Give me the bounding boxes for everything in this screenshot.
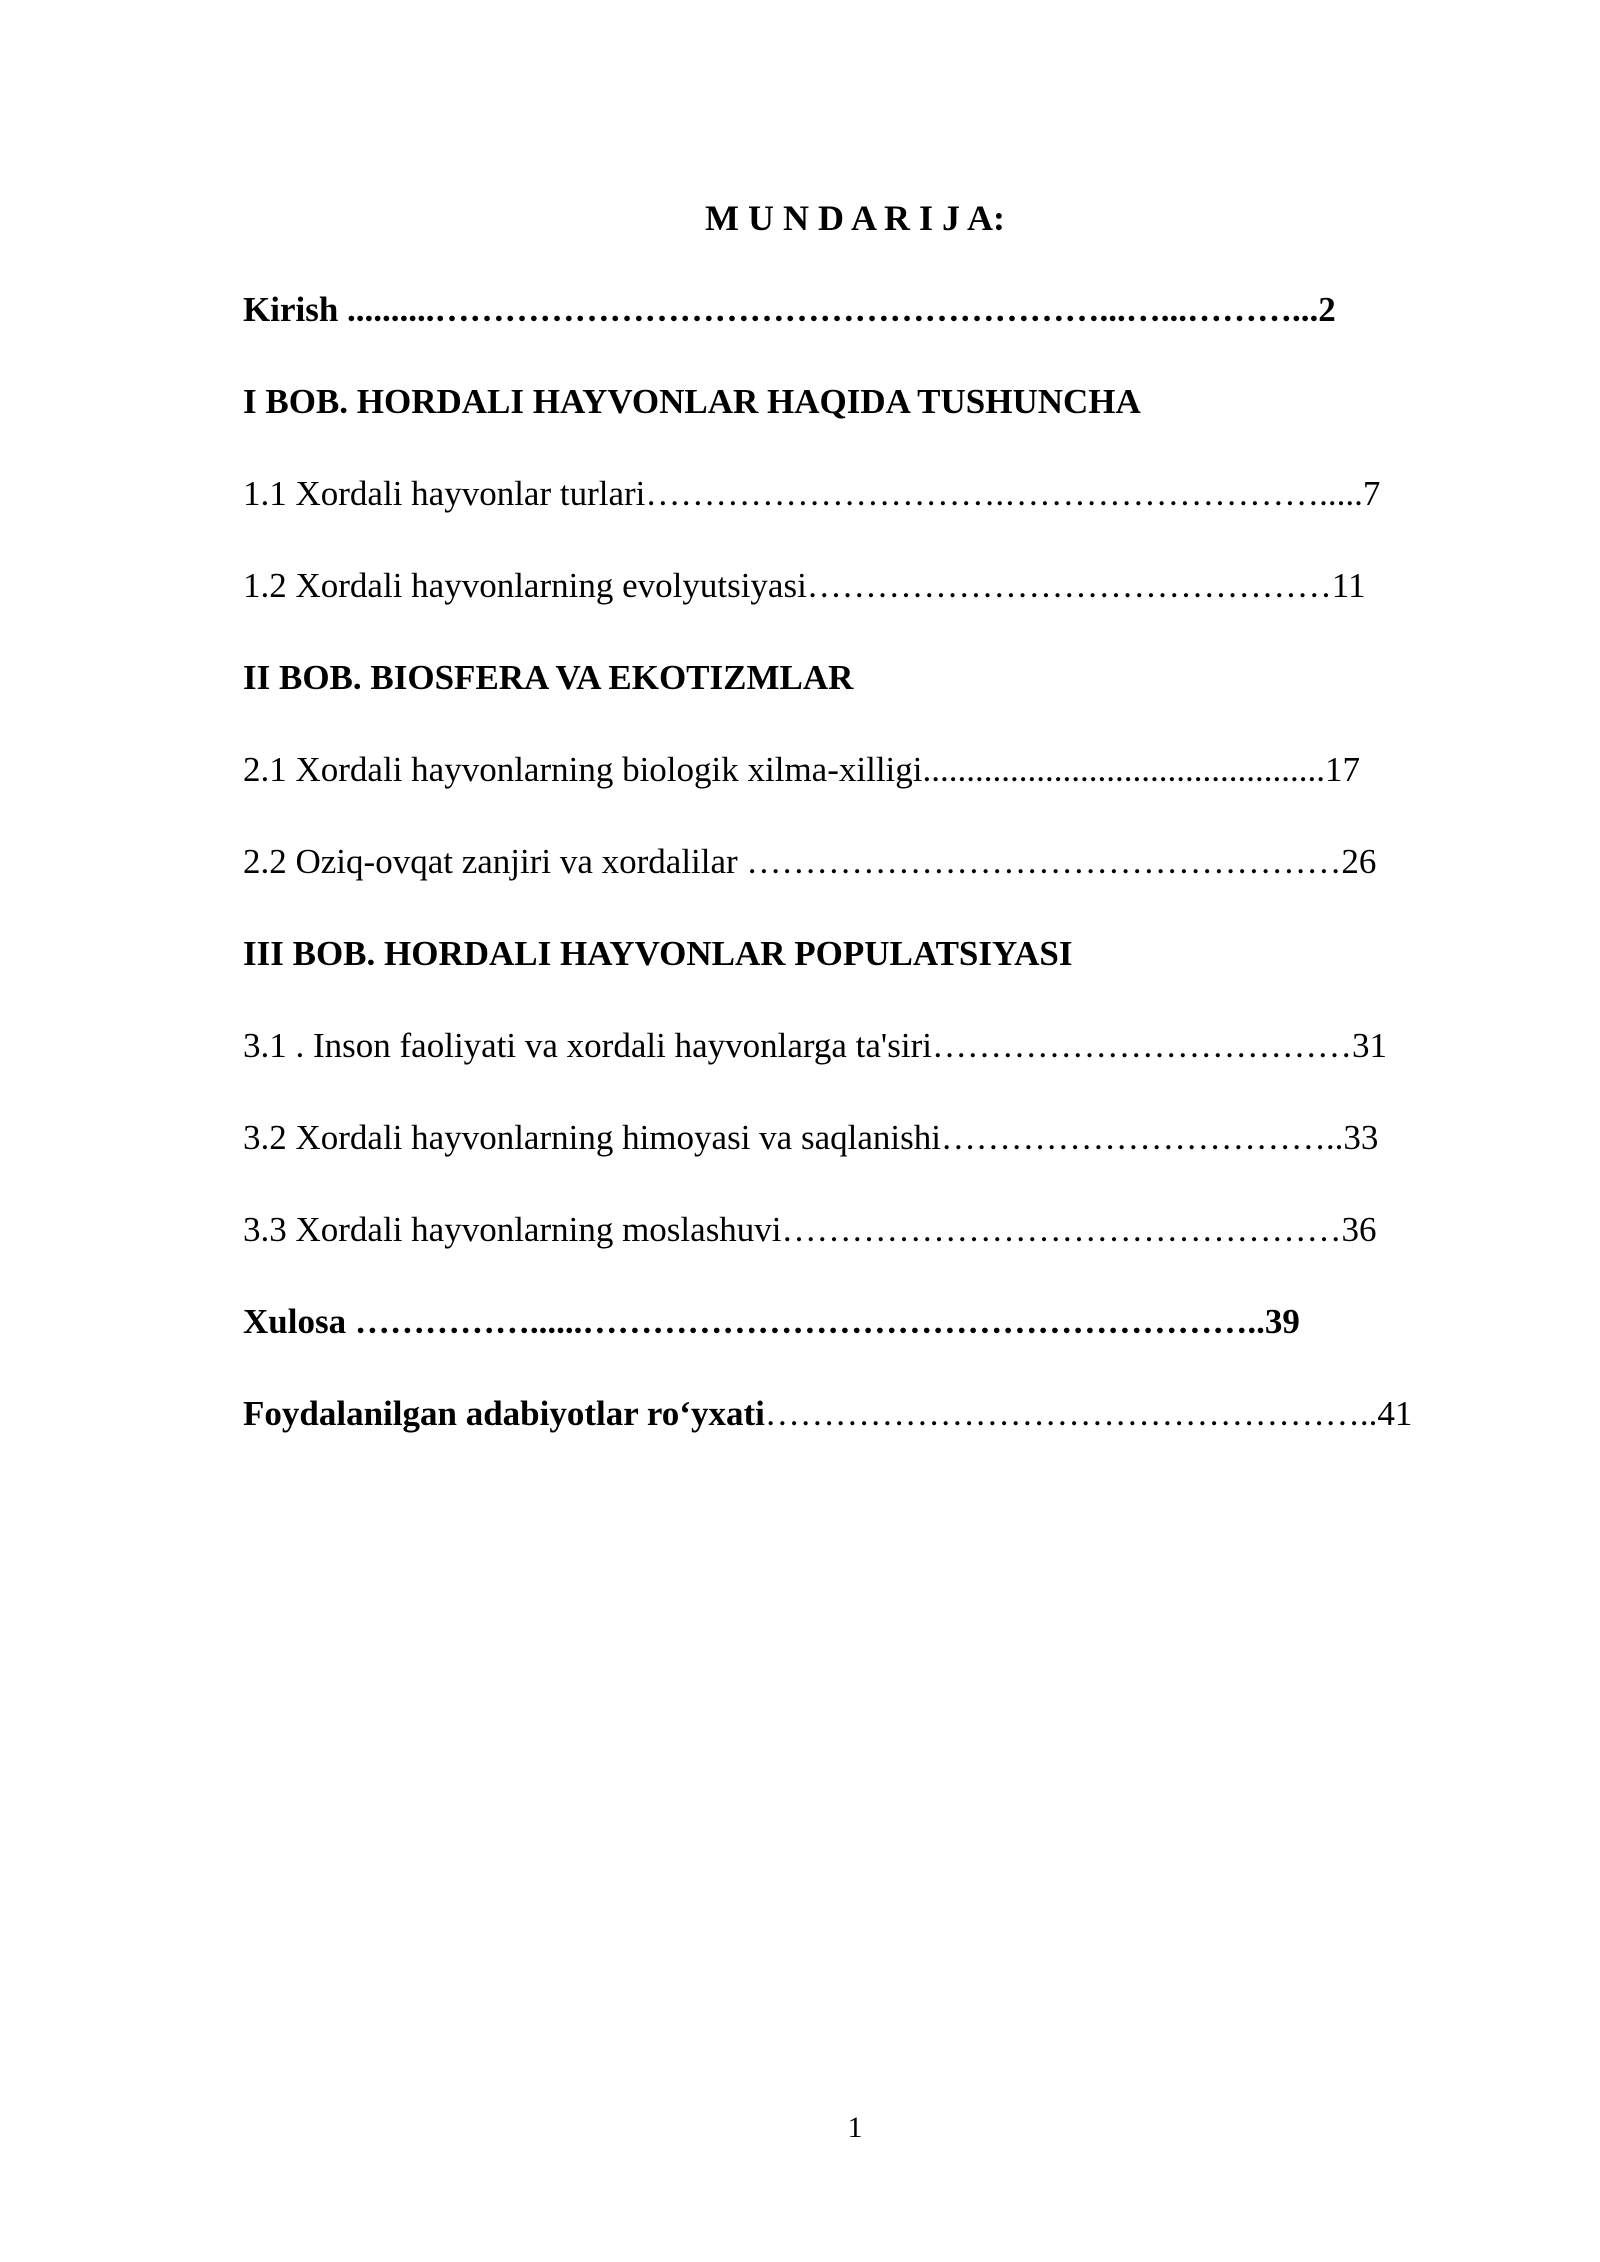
toc-chapter-title: I BOB. HORDALI HAYVONLAR HAQIDA TUSHUNCHA <box>243 382 1141 421</box>
page-number: 1 <box>847 2111 863 2144</box>
toc-entry-label: Foydalanilgan adabiyotlar ro‘yxati <box>243 1394 765 1433</box>
toc-chapter-title: III BOB. HORDALI HAYVONLAR POPULATSIYASI <box>243 934 1073 973</box>
toc-entry-3-1 <box>243 1024 1470 1068</box>
toc-entry-3-3 <box>243 1208 1470 1252</box>
toc-entry-text: 3.1 . Inson faoliyati va xordali hayvonlarga ta'siri………………………………31 <box>243 1026 1387 1065</box>
toc-entry-1-1 <box>243 472 1470 516</box>
toc-entry-text: 3.3 Xordali hayvonlarning moslashuvi…………………………………………36 <box>243 1210 1377 1249</box>
toc-entry-3-2 <box>243 1116 1470 1160</box>
toc-entry-text: Xulosa ……………......…………………………………………………..39 <box>243 1302 1300 1341</box>
toc-entry-text: 3.2 Xordali hayvonlarning himoyasi va saqlanishi……………………………..33 <box>243 1118 1379 1157</box>
toc-chapter-2 <box>243 656 1470 700</box>
toc-entry-text: 2.2 Oziq-ovqat zanjiri va xordalilar ……………………………………………26 <box>243 842 1377 881</box>
toc-entry-text: 2.1 Xordali hayvonlarning biologik xilma-xilligi..............................................17 <box>243 750 1360 789</box>
toc-chapter-title: II BOB. BIOSFERA VA EKOTIZMLAR <box>243 658 854 697</box>
page-title: M U N D A R I J A: <box>704 198 1005 238</box>
toc-entry-text: 1.2 Xordali hayvonlarning evolyutsiyasi………………………………………11 <box>243 566 1366 605</box>
toc-entry-adabiyotlar <box>243 1392 1470 1436</box>
toc-entry-kirish <box>243 288 1470 332</box>
toc-entry-leader: ……………………………………………..41 <box>764 1394 1413 1433</box>
toc-chapter-3 <box>243 932 1470 976</box>
toc-entry-2-2 <box>243 840 1470 884</box>
toc-entry-1-2 <box>243 564 1470 608</box>
toc-entry-xulosa <box>243 1300 1470 1344</box>
toc-entry-2-1 <box>243 748 1470 792</box>
toc-entry-text: Kirish ..........…………………………………………………...…...………...2 <box>243 290 1336 329</box>
toc-entry-text: 1.1 Xordali hayvonlar turlari………………………….……………………….....7 <box>243 474 1381 513</box>
toc-chapter-1 <box>243 380 1470 424</box>
